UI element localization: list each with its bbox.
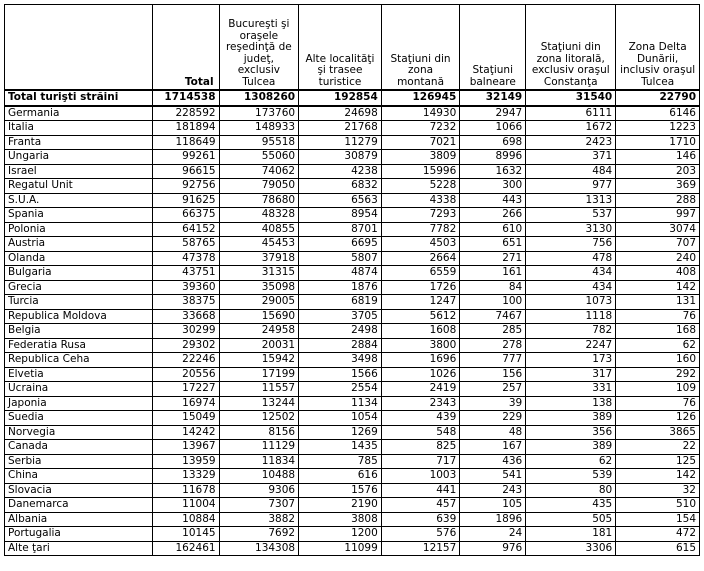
montana-cell: 2343 xyxy=(381,396,460,411)
total-cell: 29302 xyxy=(152,338,219,353)
balneare-cell: 1896 xyxy=(460,512,526,527)
litoral-cell: 756 xyxy=(526,237,616,252)
montana-cell: 825 xyxy=(381,440,460,455)
delta-cell: 288 xyxy=(616,193,700,208)
bucuresti-cell: 11129 xyxy=(219,440,299,455)
total-cell: 228592 xyxy=(152,106,219,121)
total-balneare: 32149 xyxy=(460,90,526,106)
total-cell: 99261 xyxy=(152,150,219,165)
total-cell: 96615 xyxy=(152,164,219,179)
montana-cell: 548 xyxy=(381,425,460,440)
montana-cell: 15996 xyxy=(381,164,460,179)
table-row xyxy=(5,150,700,165)
country-cell: Republica Moldova xyxy=(5,309,153,324)
bucuresti-cell: 20031 xyxy=(219,338,299,353)
delta-cell: 126 xyxy=(616,411,700,426)
table-row xyxy=(5,309,700,324)
country-cell: Ucraina xyxy=(5,382,153,397)
montana-cell: 7232 xyxy=(381,121,460,136)
litoral-cell: 977 xyxy=(526,179,616,194)
table-row xyxy=(5,208,700,223)
table-row xyxy=(5,338,700,353)
montana-cell: 5612 xyxy=(381,309,460,324)
country-cell: Regatul Unit xyxy=(5,179,153,194)
country-cell: Bulgaria xyxy=(5,266,153,281)
bucuresti-cell: 24958 xyxy=(219,324,299,339)
country-cell: Ungaria xyxy=(5,150,153,165)
litoral-cell: 356 xyxy=(526,425,616,440)
montana-cell: 6559 xyxy=(381,266,460,281)
litoral-cell: 1073 xyxy=(526,295,616,310)
alte-localitati-cell: 6832 xyxy=(299,179,382,194)
bucuresti-cell: 11557 xyxy=(219,382,299,397)
delta-cell: 146 xyxy=(616,150,700,165)
montana-cell: 441 xyxy=(381,483,460,498)
montana-cell: 2419 xyxy=(381,382,460,397)
alte-localitati-cell: 785 xyxy=(299,454,382,469)
total-label: Total turişti străini xyxy=(5,90,153,106)
montana-cell: 1696 xyxy=(381,353,460,368)
litoral-cell: 434 xyxy=(526,280,616,295)
total-cell: 181894 xyxy=(152,121,219,136)
bucuresti-cell: 48328 xyxy=(219,208,299,223)
table-row xyxy=(5,106,700,121)
bucuresti-cell: 17199 xyxy=(219,367,299,382)
total-cell: 22246 xyxy=(152,353,219,368)
litoral-cell: 505 xyxy=(526,512,616,527)
montana-cell: 576 xyxy=(381,527,460,542)
balneare-cell: 541 xyxy=(460,469,526,484)
balneare-cell: 105 xyxy=(460,498,526,513)
montana-cell: 2664 xyxy=(381,251,460,266)
litoral-cell: 331 xyxy=(526,382,616,397)
tourists-table xyxy=(4,4,700,556)
table-row xyxy=(5,179,700,194)
country-cell: Suedia xyxy=(5,411,153,426)
alte-localitati-cell: 6563 xyxy=(299,193,382,208)
delta-cell: 142 xyxy=(616,469,700,484)
table-row xyxy=(5,193,700,208)
total-cell: 14242 xyxy=(152,425,219,440)
balneare-cell: 156 xyxy=(460,367,526,382)
litoral-cell: 2247 xyxy=(526,338,616,353)
total-montana: 126945 xyxy=(381,90,460,106)
alte-localitati-cell: 11099 xyxy=(299,541,382,556)
country-cell: Danemarca xyxy=(5,498,153,513)
country-cell: Spania xyxy=(5,208,153,223)
bucuresti-cell: 35098 xyxy=(219,280,299,295)
balneare-cell: 161 xyxy=(460,266,526,281)
montana-cell: 457 xyxy=(381,498,460,513)
table-row xyxy=(5,527,700,542)
table-row xyxy=(5,512,700,527)
table-row xyxy=(5,498,700,513)
alte-localitati-cell: 616 xyxy=(299,469,382,484)
country-cell: Republica Ceha xyxy=(5,353,153,368)
table-row xyxy=(5,222,700,237)
montana-cell: 1608 xyxy=(381,324,460,339)
litoral-cell: 389 xyxy=(526,411,616,426)
table-row xyxy=(5,121,700,136)
balneare-cell: 271 xyxy=(460,251,526,266)
litoral-cell: 1672 xyxy=(526,121,616,136)
balneare-cell: 1632 xyxy=(460,164,526,179)
litoral-cell: 80 xyxy=(526,483,616,498)
bucuresti-cell: 148933 xyxy=(219,121,299,136)
balneare-cell: 443 xyxy=(460,193,526,208)
alte-localitati-cell: 2190 xyxy=(299,498,382,513)
total-cell: 162461 xyxy=(152,541,219,556)
alte-localitati-cell: 8701 xyxy=(299,222,382,237)
montana-cell: 1003 xyxy=(381,469,460,484)
total-alte-localitati: 192854 xyxy=(299,90,382,106)
country-cell: Austria xyxy=(5,237,153,252)
litoral-cell: 782 xyxy=(526,324,616,339)
delta-cell: 154 xyxy=(616,512,700,527)
header-litoral: Staţiuni din zona litorală, exclusiv oraşul Constanţa xyxy=(526,5,616,91)
total-cell: 43751 xyxy=(152,266,219,281)
bucuresti-cell: 7307 xyxy=(219,498,299,513)
litoral-cell: 1118 xyxy=(526,309,616,324)
country-cell: Portugalia xyxy=(5,527,153,542)
montana-cell: 4503 xyxy=(381,237,460,252)
alte-localitati-cell: 1435 xyxy=(299,440,382,455)
alte-localitati-cell: 8954 xyxy=(299,208,382,223)
bucuresti-cell: 74062 xyxy=(219,164,299,179)
balneare-cell: 278 xyxy=(460,338,526,353)
table-row xyxy=(5,324,700,339)
delta-cell: 369 xyxy=(616,179,700,194)
alte-localitati-cell: 11279 xyxy=(299,135,382,150)
montana-cell: 7782 xyxy=(381,222,460,237)
alte-localitati-cell: 2554 xyxy=(299,382,382,397)
total-cell: 13959 xyxy=(152,454,219,469)
delta-cell: 472 xyxy=(616,527,700,542)
total-cell: 17227 xyxy=(152,382,219,397)
montana-cell: 5228 xyxy=(381,179,460,194)
alte-localitati-cell: 3498 xyxy=(299,353,382,368)
table-row xyxy=(5,440,700,455)
total-litoral: 31540 xyxy=(526,90,616,106)
total-cell: 33668 xyxy=(152,309,219,324)
alte-localitati-cell: 21768 xyxy=(299,121,382,136)
country-cell: Olanda xyxy=(5,251,153,266)
header-row xyxy=(5,5,700,91)
table-row xyxy=(5,382,700,397)
bucuresti-cell: 45453 xyxy=(219,237,299,252)
alte-localitati-cell: 1200 xyxy=(299,527,382,542)
total-bucuresti: 1308260 xyxy=(219,90,299,106)
litoral-cell: 317 xyxy=(526,367,616,382)
balneare-cell: 698 xyxy=(460,135,526,150)
litoral-cell: 3130 xyxy=(526,222,616,237)
delta-cell: 160 xyxy=(616,353,700,368)
header-bucuresti: Bucureşti şi oraşele reşedinţă de judeţ, exclusiv Tulcea xyxy=(219,5,299,91)
balneare-cell: 651 xyxy=(460,237,526,252)
country-cell: Japonia xyxy=(5,396,153,411)
bucuresti-cell: 134308 xyxy=(219,541,299,556)
balneare-cell: 167 xyxy=(460,440,526,455)
header-total: Total xyxy=(152,5,219,91)
balneare-cell: 610 xyxy=(460,222,526,237)
alte-localitati-cell: 2498 xyxy=(299,324,382,339)
alte-localitati-cell: 1134 xyxy=(299,396,382,411)
country-cell: Norvegia xyxy=(5,425,153,440)
table-row xyxy=(5,483,700,498)
table-row xyxy=(5,237,700,252)
alte-localitati-cell: 4238 xyxy=(299,164,382,179)
montana-cell: 639 xyxy=(381,512,460,527)
litoral-cell: 371 xyxy=(526,150,616,165)
delta-cell: 292 xyxy=(616,367,700,382)
bucuresti-cell: 173760 xyxy=(219,106,299,121)
balneare-cell: 300 xyxy=(460,179,526,194)
litoral-cell: 539 xyxy=(526,469,616,484)
alte-localitati-cell: 1054 xyxy=(299,411,382,426)
litoral-cell: 62 xyxy=(526,454,616,469)
balneare-cell: 436 xyxy=(460,454,526,469)
delta-cell: 3865 xyxy=(616,425,700,440)
alte-localitati-cell: 3705 xyxy=(299,309,382,324)
table-row xyxy=(5,295,700,310)
delta-cell: 109 xyxy=(616,382,700,397)
country-cell: Slovacia xyxy=(5,483,153,498)
country-cell: Serbia xyxy=(5,454,153,469)
table-row xyxy=(5,411,700,426)
litoral-cell: 435 xyxy=(526,498,616,513)
balneare-cell: 243 xyxy=(460,483,526,498)
balneare-cell: 1066 xyxy=(460,121,526,136)
table-row xyxy=(5,541,700,556)
total-cell: 11678 xyxy=(152,483,219,498)
delta-cell: 1223 xyxy=(616,121,700,136)
montana-cell: 1026 xyxy=(381,367,460,382)
bucuresti-cell: 55060 xyxy=(219,150,299,165)
bucuresti-cell: 40855 xyxy=(219,222,299,237)
delta-cell: 997 xyxy=(616,208,700,223)
delta-cell: 76 xyxy=(616,396,700,411)
bucuresti-cell: 15690 xyxy=(219,309,299,324)
delta-cell: 62 xyxy=(616,338,700,353)
total-cell: 15049 xyxy=(152,411,219,426)
country-cell: Alte ţari xyxy=(5,541,153,556)
header-balneare: Staţiuni balneare xyxy=(460,5,526,91)
litoral-cell: 434 xyxy=(526,266,616,281)
bucuresti-cell: 29005 xyxy=(219,295,299,310)
bucuresti-cell: 7692 xyxy=(219,527,299,542)
total-cell: 58765 xyxy=(152,237,219,252)
total-cell: 91625 xyxy=(152,193,219,208)
balneare-cell: 39 xyxy=(460,396,526,411)
total-cell: 64152 xyxy=(152,222,219,237)
total-cell: 30299 xyxy=(152,324,219,339)
total-cell: 11004 xyxy=(152,498,219,513)
montana-cell: 3809 xyxy=(381,150,460,165)
alte-localitati-cell: 5807 xyxy=(299,251,382,266)
bucuresti-cell: 9306 xyxy=(219,483,299,498)
table-row xyxy=(5,396,700,411)
country-cell: Grecia xyxy=(5,280,153,295)
country-cell: Canada xyxy=(5,440,153,455)
delta-cell: 168 xyxy=(616,324,700,339)
bucuresti-cell: 12502 xyxy=(219,411,299,426)
total-cell: 10145 xyxy=(152,527,219,542)
litoral-cell: 2423 xyxy=(526,135,616,150)
delta-cell: 510 xyxy=(616,498,700,513)
balneare-cell: 2947 xyxy=(460,106,526,121)
balneare-cell: 8996 xyxy=(460,150,526,165)
table-row xyxy=(5,135,700,150)
bucuresti-cell: 37918 xyxy=(219,251,299,266)
delta-cell: 408 xyxy=(616,266,700,281)
table-row xyxy=(5,353,700,368)
montana-cell: 4338 xyxy=(381,193,460,208)
country-cell: Belgia xyxy=(5,324,153,339)
montana-cell: 7293 xyxy=(381,208,460,223)
balneare-cell: 84 xyxy=(460,280,526,295)
litoral-cell: 1313 xyxy=(526,193,616,208)
total-cell: 13329 xyxy=(152,469,219,484)
montana-cell: 7021 xyxy=(381,135,460,150)
table-row xyxy=(5,251,700,266)
delta-cell: 240 xyxy=(616,251,700,266)
total-cell: 92756 xyxy=(152,179,219,194)
country-cell: China xyxy=(5,469,153,484)
country-cell: Franta xyxy=(5,135,153,150)
alte-localitati-cell: 2884 xyxy=(299,338,382,353)
header-delta: Zona Delta Dunării, inclusiv oraşul Tulcea xyxy=(616,5,700,91)
alte-localitati-cell: 1566 xyxy=(299,367,382,382)
alte-localitati-cell: 6695 xyxy=(299,237,382,252)
litoral-cell: 478 xyxy=(526,251,616,266)
litoral-cell: 173 xyxy=(526,353,616,368)
alte-localitati-cell: 30879 xyxy=(299,150,382,165)
delta-cell: 22 xyxy=(616,440,700,455)
country-cell: Germania xyxy=(5,106,153,121)
table-row xyxy=(5,164,700,179)
total-cell: 66375 xyxy=(152,208,219,223)
header-montana: Staţiuni din zona montană xyxy=(381,5,460,91)
balneare-cell: 257 xyxy=(460,382,526,397)
balneare-cell: 777 xyxy=(460,353,526,368)
bucuresti-cell: 8156 xyxy=(219,425,299,440)
total-cell: 39360 xyxy=(152,280,219,295)
delta-cell: 32 xyxy=(616,483,700,498)
table-row xyxy=(5,266,700,281)
table-row xyxy=(5,280,700,295)
litoral-cell: 138 xyxy=(526,396,616,411)
alte-localitati-cell: 1876 xyxy=(299,280,382,295)
balneare-cell: 229 xyxy=(460,411,526,426)
montana-cell: 14930 xyxy=(381,106,460,121)
country-cell: Israel xyxy=(5,164,153,179)
delta-cell: 125 xyxy=(616,454,700,469)
delta-cell: 203 xyxy=(616,164,700,179)
table-row xyxy=(5,367,700,382)
montana-cell: 717 xyxy=(381,454,460,469)
total-cell: 10884 xyxy=(152,512,219,527)
balneare-cell: 266 xyxy=(460,208,526,223)
montana-cell: 1247 xyxy=(381,295,460,310)
total-cell: 38375 xyxy=(152,295,219,310)
table-row xyxy=(5,425,700,440)
total-value: 1714538 xyxy=(152,90,219,106)
alte-localitati-cell: 24698 xyxy=(299,106,382,121)
litoral-cell: 6111 xyxy=(526,106,616,121)
header-alte-localitati: Alte localităţi şi trasee turistice xyxy=(299,5,382,91)
total-cell: 47378 xyxy=(152,251,219,266)
header-country xyxy=(5,5,153,91)
table-row xyxy=(5,469,700,484)
balneare-cell: 7467 xyxy=(460,309,526,324)
country-cell: Turcia xyxy=(5,295,153,310)
montana-cell: 439 xyxy=(381,411,460,426)
total-cell: 20556 xyxy=(152,367,219,382)
country-cell: Polonia xyxy=(5,222,153,237)
bucuresti-cell: 10488 xyxy=(219,469,299,484)
balneare-cell: 976 xyxy=(460,541,526,556)
total-row xyxy=(5,90,700,106)
bucuresti-cell: 11834 xyxy=(219,454,299,469)
country-cell: Federatia Rusa xyxy=(5,338,153,353)
country-cell: S.U.A. xyxy=(5,193,153,208)
bucuresti-cell: 79050 xyxy=(219,179,299,194)
total-cell: 118649 xyxy=(152,135,219,150)
alte-localitati-cell: 3808 xyxy=(299,512,382,527)
bucuresti-cell: 31315 xyxy=(219,266,299,281)
delta-cell: 131 xyxy=(616,295,700,310)
total-cell: 13967 xyxy=(152,440,219,455)
litoral-cell: 3306 xyxy=(526,541,616,556)
litoral-cell: 389 xyxy=(526,440,616,455)
litoral-cell: 537 xyxy=(526,208,616,223)
balneare-cell: 285 xyxy=(460,324,526,339)
country-cell: Italia xyxy=(5,121,153,136)
balneare-cell: 24 xyxy=(460,527,526,542)
montana-cell: 12157 xyxy=(381,541,460,556)
delta-cell: 707 xyxy=(616,237,700,252)
alte-localitati-cell: 6819 xyxy=(299,295,382,310)
delta-cell: 615 xyxy=(616,541,700,556)
alte-localitati-cell: 1269 xyxy=(299,425,382,440)
balneare-cell: 48 xyxy=(460,425,526,440)
country-cell: Albania xyxy=(5,512,153,527)
country-cell: Elvetia xyxy=(5,367,153,382)
bucuresti-cell: 13244 xyxy=(219,396,299,411)
montana-cell: 1726 xyxy=(381,280,460,295)
alte-localitati-cell: 1576 xyxy=(299,483,382,498)
litoral-cell: 484 xyxy=(526,164,616,179)
delta-cell: 1710 xyxy=(616,135,700,150)
litoral-cell: 181 xyxy=(526,527,616,542)
alte-localitati-cell: 4874 xyxy=(299,266,382,281)
table-row xyxy=(5,454,700,469)
bucuresti-cell: 15942 xyxy=(219,353,299,368)
balneare-cell: 100 xyxy=(460,295,526,310)
montana-cell: 3800 xyxy=(381,338,460,353)
delta-cell: 142 xyxy=(616,280,700,295)
bucuresti-cell: 95518 xyxy=(219,135,299,150)
delta-cell: 76 xyxy=(616,309,700,324)
delta-cell: 3074 xyxy=(616,222,700,237)
bucuresti-cell: 3882 xyxy=(219,512,299,527)
total-cell: 16974 xyxy=(152,396,219,411)
bucuresti-cell: 78680 xyxy=(219,193,299,208)
total-delta: 22790 xyxy=(616,90,700,106)
delta-cell: 6146 xyxy=(616,106,700,121)
